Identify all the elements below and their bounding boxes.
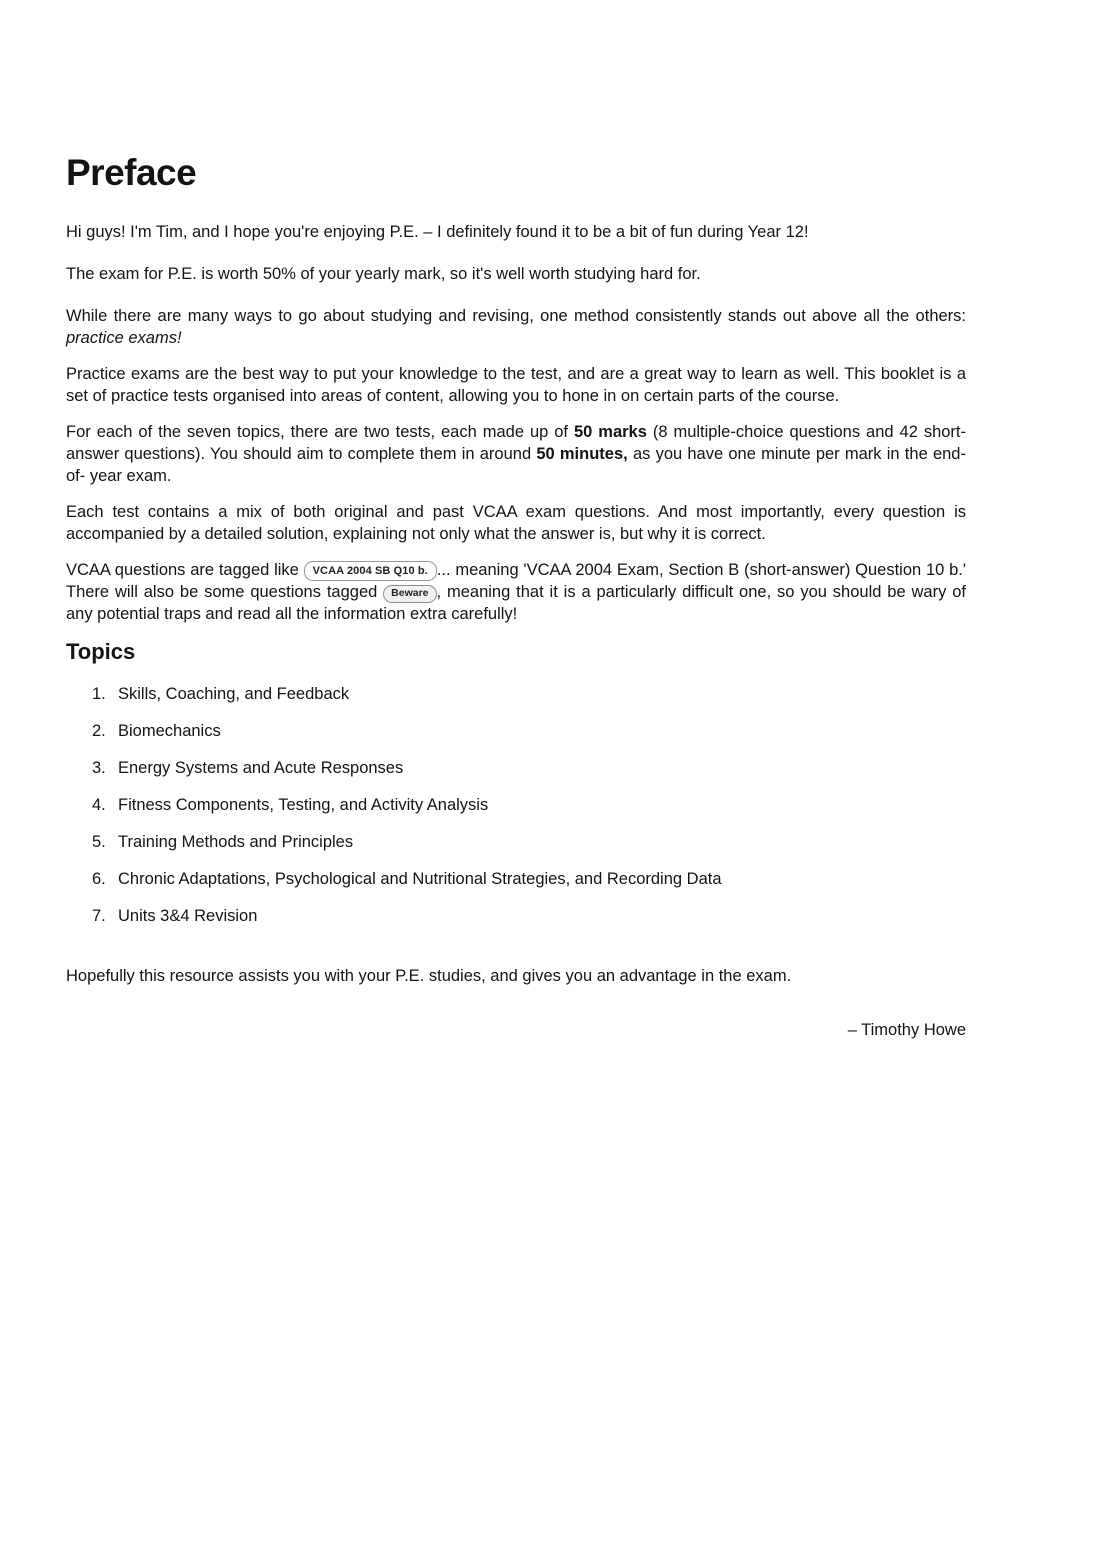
beware-tag-badge: Beware	[383, 585, 436, 603]
topic-number: 1.	[92, 685, 106, 703]
paragraph-study-methods-text: While there are many ways to go about studying and revising, one method consistently stands out above all the others:	[66, 307, 966, 325]
topic-number: 3.	[92, 759, 106, 777]
topic-number: 5.	[92, 833, 106, 851]
topic-item-2	[66, 720, 966, 742]
topic-item-4	[66, 794, 966, 816]
topic-label: Chronic Adaptations, Psychological and Nutritional Strategies, and Recording Data	[118, 870, 722, 888]
paragraph-practice-exams	[66, 363, 966, 407]
practice-exams-italic: practice exams!	[66, 329, 182, 347]
topic-label: Energy Systems and Acute Responses	[118, 759, 404, 777]
paragraph-question-tags	[66, 559, 966, 625]
fifty-minutes-bold: 50 minutes,	[536, 445, 628, 463]
topic-item-5	[66, 831, 966, 853]
question-tags-text-3: , meaning that it is a particularly difficult one, so you should be wary of any potential traps and read all the information extra carefully!	[66, 583, 966, 623]
vcaa-question-tag-badge: VCAA 2004 SB Q10 b.	[304, 561, 437, 581]
paragraph-exam-worth-text: The exam for P.E. is worth 50% of your yearly mark, so it's well worth studying hard for.	[66, 265, 701, 283]
paragraph-test-structure	[66, 421, 966, 487]
topic-number: 6.	[92, 870, 106, 888]
topic-label: Training Methods and Principles	[118, 833, 354, 851]
paragraph-intro	[66, 221, 966, 243]
topic-number: 7.	[92, 907, 106, 925]
question-tags-text-1: VCAA questions are tagged like	[66, 561, 304, 579]
closing-paragraph: Hopefully this resource assists you with your P.E. studies, and gives you an advantage in the exam.	[66, 967, 792, 985]
paragraph-exam-worth	[66, 263, 966, 285]
topics-heading: Topics	[66, 639, 136, 664]
paragraph-study-methods	[66, 305, 966, 349]
topic-item-3	[66, 757, 966, 779]
test-structure-text-1: For each of the seven topics, there are two tests, each made up of	[66, 423, 574, 441]
topic-number: 4.	[92, 796, 106, 814]
topic-label: Fitness Components, Testing, and Activity Analysis	[118, 796, 489, 814]
topic-item-6	[66, 868, 966, 890]
page-content	[66, 152, 966, 1041]
topic-item-7	[66, 905, 966, 927]
author-signature: – Timothy Howe	[847, 1021, 966, 1039]
page-title: Preface	[66, 152, 197, 193]
test-structure-text-3: as you have one minute per mark in the end-of- year exam.	[66, 445, 966, 485]
paragraph-test-contents-text: Each test contains a mix of both original and past VCAA exam questions. And most importantly, every question is accompanied by a detailed solution, explaining not only what the answer is, but why it is correct.	[66, 503, 966, 543]
paragraph-test-contents	[66, 501, 966, 545]
question-tags-text-2: ... meaning 'VCAA 2004 Exam, Section B (short-answer) Question 10 b.' There will also be some questions tagged	[66, 561, 966, 601]
topic-label: Biomechanics	[118, 722, 221, 740]
topic-item-1	[66, 683, 966, 705]
test-structure-text-2: (8 multiple-choice questions and 42 short-answer questions). You should aim to complete them in around	[66, 423, 967, 463]
topics-list	[66, 683, 966, 927]
paragraph-practice-exams-text: Practice exams are the best way to put your knowledge to the test, and are a great way to learn as well. This booklet is a set of practice tests organised into areas of content, allowing you to hone in on certain parts of the course.	[66, 365, 966, 405]
topic-label: Units 3&4 Revision	[118, 907, 258, 925]
topic-number: 2.	[92, 722, 106, 740]
topic-label: Skills, Coaching, and Feedback	[118, 685, 350, 703]
fifty-marks-bold: 50 marks	[573, 423, 647, 441]
paragraph-intro-text: Hi guys! I'm Tim, and I hope you're enjoying P.E. – I definitely found it to be a bit of fun during Year 12!	[66, 223, 809, 241]
